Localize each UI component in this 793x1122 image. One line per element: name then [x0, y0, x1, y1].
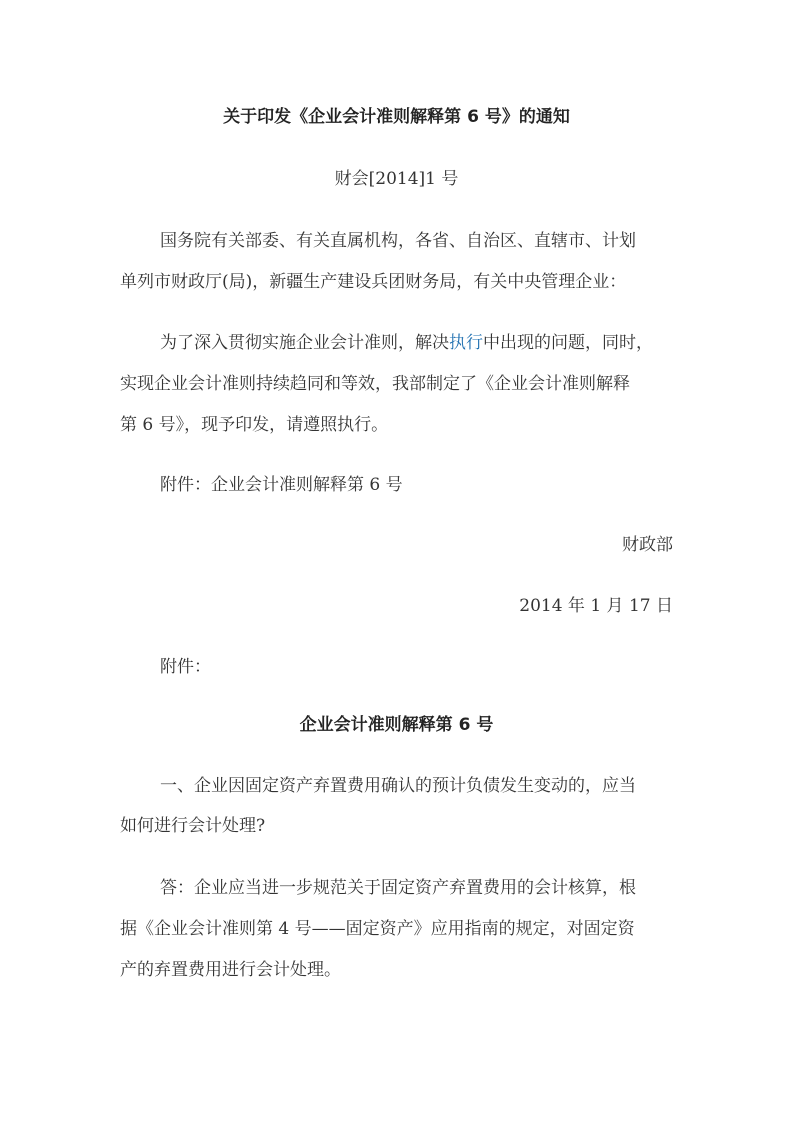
- section-title: 企业会计准则解释第 6 号: [299, 715, 494, 735]
- body-paragraph-line-1: [160, 332, 653, 354]
- document-number: 财会[2014]1 号: [334, 169, 459, 189]
- signature: 财政部: [622, 535, 673, 555]
- document-title: 关于印发《企业会计准则解释第 6 号》的通知: [223, 107, 570, 127]
- answer-1-line-3: 产的弃置费用进行会计处理。: [120, 960, 341, 980]
- addressee-line-2: 单列市财政厅(局)，新疆生产建设兵团财务局，有关中央管理企业：: [120, 272, 627, 292]
- attachment-reference: 附件：企业会计准则解释第 6 号: [160, 475, 403, 495]
- body-paragraph-line-2: 实现企业会计准则持续趋同和等效，我部制定了《企业会计准则解释: [120, 374, 630, 394]
- question-1-line-1: 一、企业因固定资产弃置费用确认的预计负债发生变动的，应当: [160, 776, 636, 796]
- attachment-label: 附件：: [160, 657, 211, 677]
- addressee-line-1: 国务院有关部委、有关直属机构，各省、自治区、直辖市、计划: [160, 231, 636, 251]
- body-paragraph-line-3: 第 6 号》，现予印发，请遵照执行。: [120, 415, 389, 435]
- document-date: 2014 年 1 月 17 日: [519, 596, 673, 616]
- answer-1-line-1: 答：企业应当进一步规范关于固定资产弃置费用的会计核算，根: [160, 878, 636, 898]
- question-1-line-2: 如何进行会计处理?: [120, 816, 266, 836]
- body-text-segment: 中出现的问题，同时，: [483, 333, 653, 353]
- answer-1-line-2: 据《企业会计准则第 4 号——固定资产》应用指南的规定，对固定资: [120, 919, 635, 939]
- body-text-segment: 为了深入贯彻实施企业会计准则，解决: [160, 333, 449, 353]
- execute-link[interactable]: 执行: [449, 333, 483, 353]
